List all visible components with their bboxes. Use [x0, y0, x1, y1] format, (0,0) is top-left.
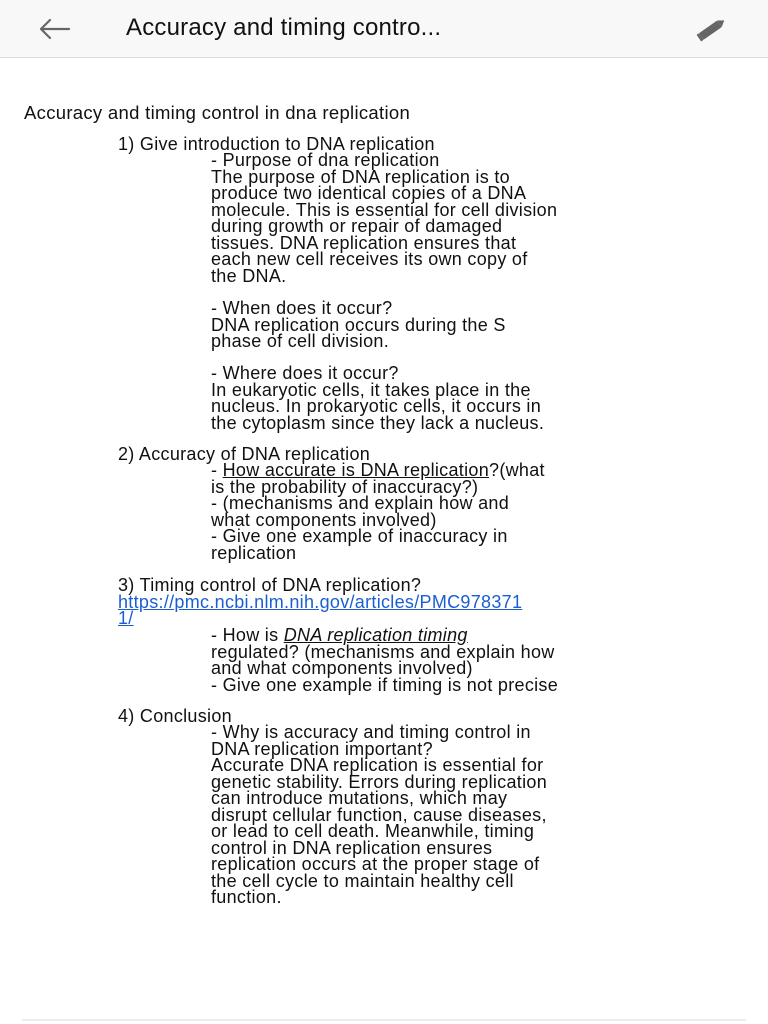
- accuracy-link[interactable]: How accurate is DNA replication: [222, 460, 490, 480]
- line-prefix: -: [211, 460, 223, 480]
- answer-line: DNA replication occurs during the S: [211, 314, 506, 335]
- answer-line: nucleus. In prokaryotic cells, it occurs in: [211, 396, 542, 416]
- page-title: Accuracy and timing contro...: [126, 14, 442, 41]
- conclusion-line: disrupt cellular function, cause diseases,: [211, 804, 547, 825]
- conclusion-line: genetic stability. Errors during replication: [211, 771, 548, 792]
- timing-line: - Give one example if timing is not precise: [211, 674, 559, 695]
- answer-line: the cytoplasm since they lack a nucleus.: [211, 412, 545, 433]
- section-1-when: [211, 300, 506, 350]
- section-heading-accuracy: 2) Accuracy of DNA replication: [118, 444, 371, 464]
- edit-button[interactable]: [688, 8, 736, 50]
- accuracy-line: replication: [211, 542, 297, 563]
- back-button[interactable]: [30, 10, 78, 48]
- conclusion-line: replication occurs at the proper stage of: [211, 854, 540, 874]
- reference-url-link-continued[interactable]: 1/: [118, 608, 134, 628]
- timing-heading-text: 3) Timing control of DNA replication?: [118, 575, 422, 595]
- pencil-edit-icon: [694, 14, 730, 44]
- app-bar: [0, 0, 768, 58]
- accuracy-line: is the probability of inaccuracy?): [211, 476, 479, 497]
- answer-line: phase of cell division.: [211, 331, 389, 351]
- document-body: [0, 58, 768, 1024]
- conclusion-line: the cell cycle to maintain healthy cell: [211, 870, 514, 891]
- question-purpose: - Purpose of dna replication: [211, 150, 440, 170]
- conclusion-line: function.: [211, 887, 282, 907]
- answer-line: The purpose of DNA replication is to: [211, 166, 510, 187]
- accuracy-line: - (mechanisms and explain how and: [211, 493, 510, 513]
- conclusion-question-line: - Why is accuracy and timing control in: [211, 722, 531, 742]
- section-2-content: [211, 462, 545, 561]
- answer-line: molecule. This is essential for cell division: [211, 199, 558, 220]
- document-title: Accuracy and timing control in dna replication: [24, 102, 411, 123]
- answer-line: tissues. DNA replication ensures that: [211, 232, 517, 253]
- conclusion-line: Accurate DNA replication is essential for: [211, 755, 544, 775]
- line-suffix: ?(what: [489, 460, 545, 480]
- section-1-where: [211, 365, 544, 431]
- bottom-divider: [22, 1019, 746, 1021]
- section-3-content: [211, 627, 558, 693]
- section-1-content: [211, 152, 557, 284]
- section-heading-introduction: 1) Give introduction to DNA replication: [118, 134, 435, 154]
- answer-line: during growth or repair of damaged: [211, 216, 503, 236]
- accuracy-line: - Give one example of inaccuracy in: [211, 526, 508, 546]
- question-when: - When does it occur?: [211, 298, 393, 318]
- conclusion-line: or lead to cell death. Meanwhile, timing: [211, 821, 535, 841]
- conclusion-line: control in DNA replication ensures: [211, 837, 493, 858]
- timing-line: and what components involved): [211, 658, 473, 678]
- section-4-content: [211, 724, 547, 906]
- answer-line: produce two identical copies of a DNA: [211, 183, 527, 203]
- section-heading-conclusion: 4) Conclusion: [118, 706, 232, 726]
- answer-line: the DNA.: [211, 265, 287, 286]
- timing-emphasis: DNA replication timing: [283, 625, 468, 645]
- section-heading-timing: [118, 577, 522, 627]
- reference-url-link[interactable]: https://pmc.ncbi.nlm.nih.gov/articles/PMC978371: [118, 591, 523, 612]
- arrow-back-icon: [37, 18, 71, 40]
- line-prefix: - How is: [211, 625, 284, 645]
- conclusion-line: can introduce mutations, which may: [211, 788, 508, 808]
- answer-line: each new cell receives its own copy of: [211, 249, 528, 269]
- question-where: - Where does it occur?: [211, 363, 399, 383]
- answer-line: In eukaryotic cells, it takes place in the: [211, 379, 531, 400]
- conclusion-question-line: DNA replication important?: [211, 738, 433, 759]
- accuracy-line: what components involved): [211, 509, 437, 530]
- timing-line: regulated? (mechanisms and explain how: [211, 641, 555, 662]
